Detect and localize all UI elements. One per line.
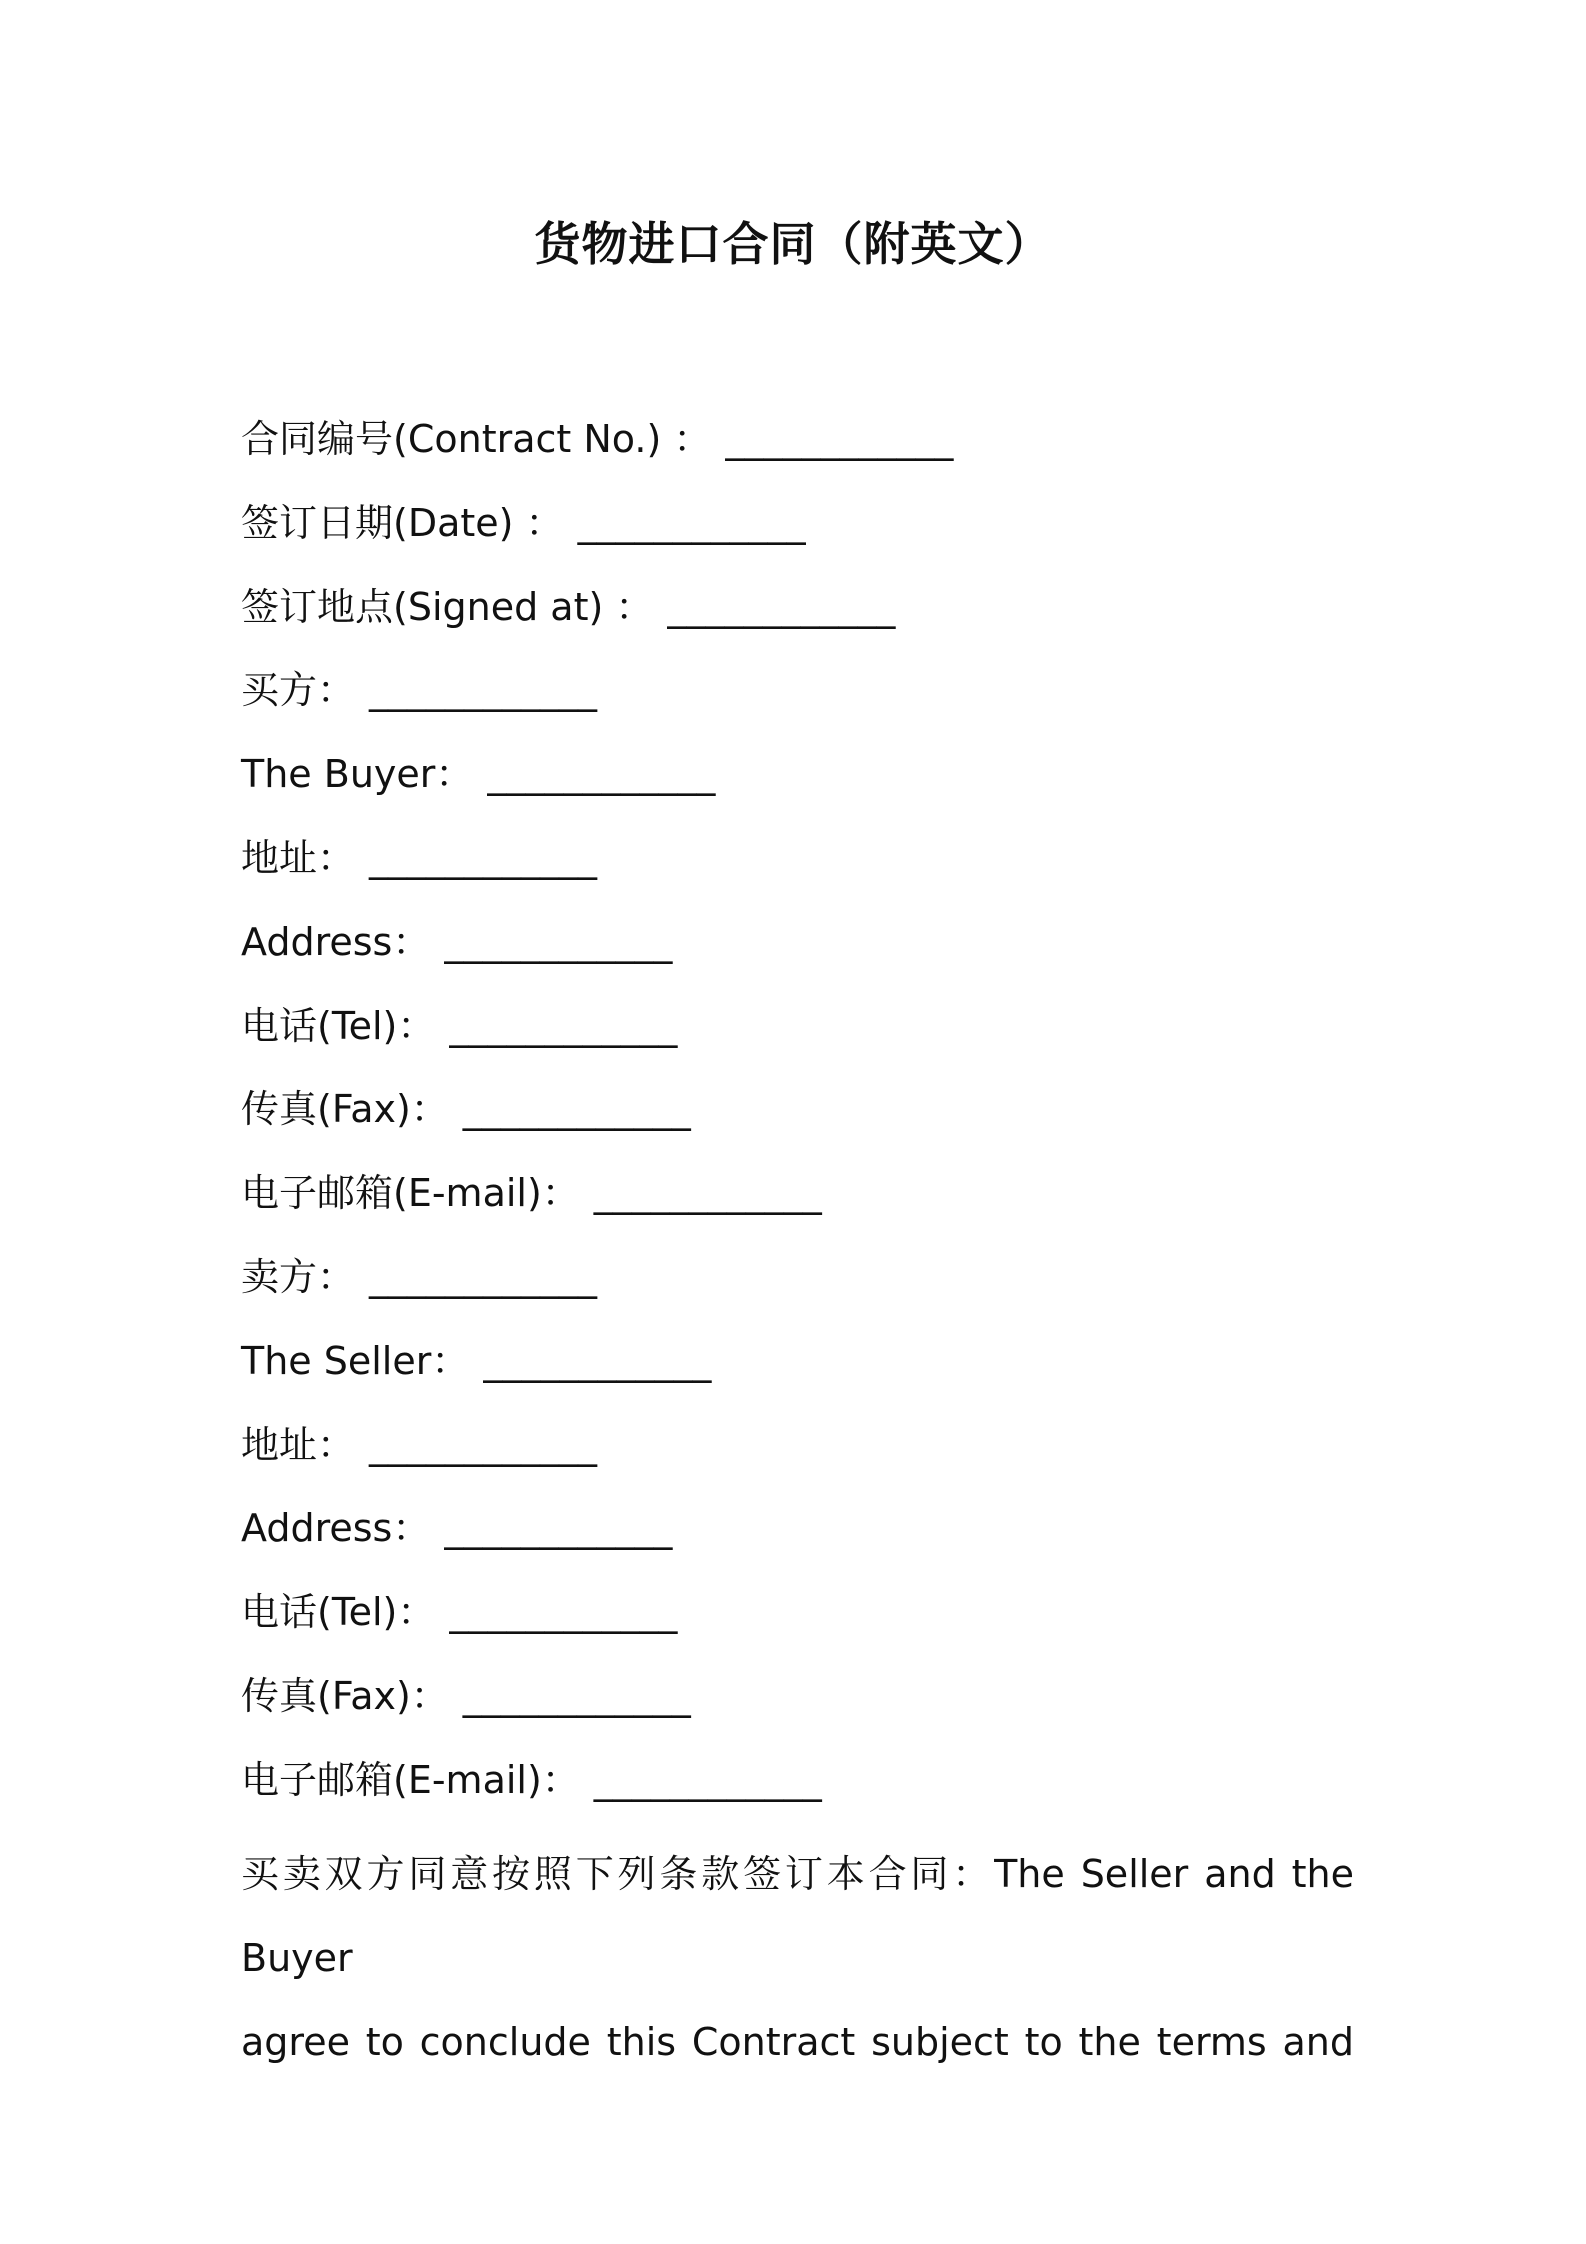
field-label: 卖方：	[241, 1254, 356, 1299]
field-label: Address：	[241, 919, 431, 964]
agreement-paragraph	[241, 1832, 1354, 2084]
field-label: 签订地点(Signed at) ：	[241, 584, 654, 629]
blank-line: ____________	[725, 417, 954, 461]
field-seller-address-en	[241, 1498, 1361, 1582]
field-label: The Buyer：	[241, 752, 474, 797]
blank-line: ____________	[444, 919, 673, 964]
field-buyer-address-en	[241, 912, 1361, 996]
blank-line: ____________	[577, 500, 806, 545]
contract-fields	[241, 409, 1361, 1834]
field-buyer-tel	[241, 996, 1361, 1080]
document-title: 货物进口合同（附英文）	[534, 217, 1052, 271]
agreement-line: 买卖双方同意按照下列条款签订本合同：The Seller and the Buyer	[241, 1852, 1354, 1980]
blank-line: ____________	[667, 584, 896, 629]
field-label: 电话(Tel)：	[241, 1003, 436, 1048]
field-seller-en	[241, 1331, 1361, 1415]
field-label: 电子邮箱(E-mail)：	[241, 1171, 580, 1216]
blank-line: ____________	[483, 1338, 712, 1383]
field-label: 合同编号(Contract No.) ：	[241, 417, 712, 461]
field-buyer-email	[241, 1163, 1361, 1247]
field-seller-fax	[241, 1666, 1361, 1750]
blank-line: ____________	[369, 1422, 598, 1467]
field-buyer-cn	[241, 660, 1361, 744]
field-seller-tel	[241, 1582, 1361, 1666]
agreement-line: agree to conclude this Contract subject to the terms and	[241, 2020, 1354, 2064]
field-label: 传真(Fax)：	[241, 1087, 449, 1132]
field-contract-no	[241, 409, 1361, 493]
field-signed-at	[241, 577, 1361, 661]
field-buyer-fax	[241, 1079, 1361, 1163]
blank-line: ____________	[593, 1757, 822, 1802]
field-seller-email	[241, 1750, 1361, 1834]
field-label: 电话(Tel)：	[241, 1590, 436, 1635]
blank-line: ____________	[449, 1590, 678, 1635]
blank-line: ____________	[593, 1171, 822, 1216]
blank-line: ____________	[444, 1506, 673, 1551]
field-label: 地址：	[241, 835, 356, 880]
field-label: 地址：	[241, 1422, 356, 1467]
blank-line: ____________	[449, 1003, 678, 1048]
field-label: 签订日期(Date) ：	[241, 500, 564, 545]
blank-line: ____________	[487, 752, 716, 797]
field-buyer-address-cn	[241, 828, 1361, 912]
field-buyer-en	[241, 744, 1361, 828]
field-label: Address：	[241, 1506, 431, 1551]
field-label: 传真(Fax)：	[241, 1673, 449, 1718]
blank-line: ____________	[369, 1254, 598, 1299]
blank-line: ____________	[462, 1087, 691, 1132]
field-date	[241, 493, 1361, 577]
field-label: 电子邮箱(E-mail)：	[241, 1757, 580, 1802]
field-seller-cn	[241, 1247, 1361, 1331]
blank-line: ____________	[369, 668, 598, 713]
blank-line: ____________	[462, 1673, 691, 1718]
field-seller-address-cn	[241, 1415, 1361, 1499]
field-label: 买方：	[241, 668, 356, 713]
blank-line: ____________	[369, 835, 598, 880]
field-label: The Seller：	[241, 1338, 470, 1383]
